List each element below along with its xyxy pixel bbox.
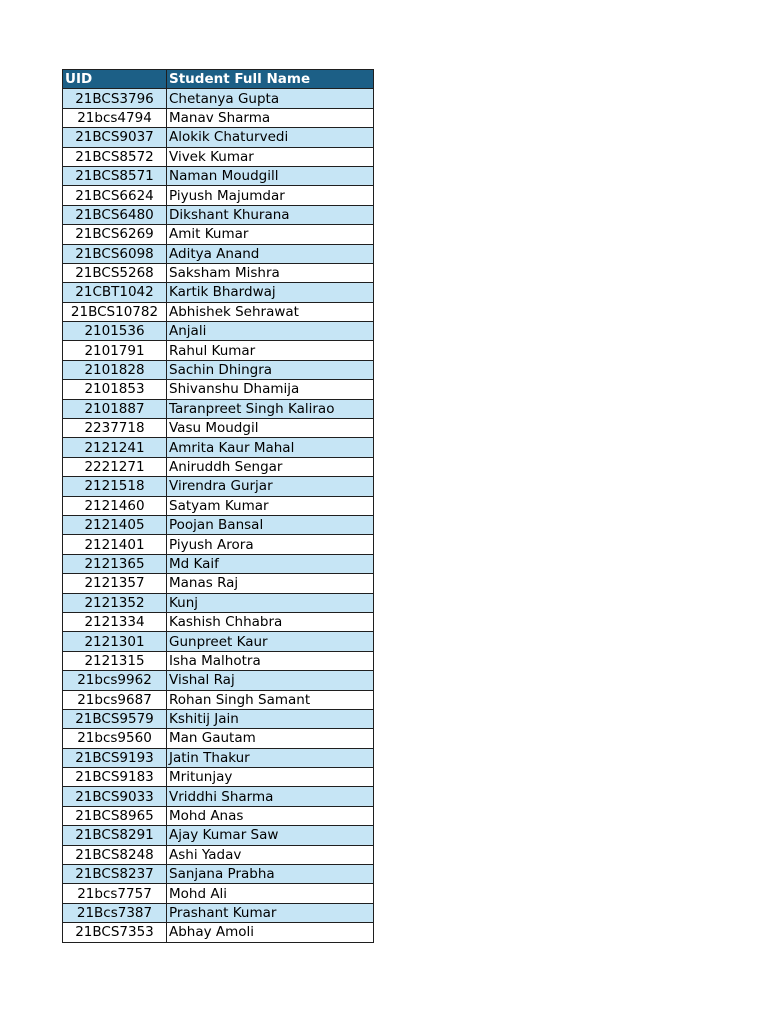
table-row	[63, 632, 374, 651]
student-name-cell: Chetanya Gupta	[167, 89, 374, 108]
table-row	[63, 748, 374, 767]
student-name-cell: Amrita Kaur Mahal	[167, 438, 374, 457]
uid-cell: 2121241	[63, 438, 167, 457]
table-row	[63, 283, 374, 302]
student-name-cell: Vivek Kumar	[167, 147, 374, 166]
table-row	[63, 496, 374, 515]
table-row	[63, 244, 374, 263]
table-row	[63, 865, 374, 884]
uid-cell: 2101791	[63, 341, 167, 360]
header-row	[63, 70, 374, 89]
table-row	[63, 709, 374, 728]
table-row	[63, 477, 374, 496]
table-row	[63, 554, 374, 573]
table-row	[63, 651, 374, 670]
student-name-cell: Md Kaif	[167, 554, 374, 573]
student-name-cell: Vriddhi Sharma	[167, 787, 374, 806]
uid-cell: 2121365	[63, 554, 167, 573]
table-row	[63, 903, 374, 922]
student-name-cell: Anjali	[167, 322, 374, 341]
uid-cell: 21BCS6480	[63, 205, 167, 224]
uid-cell: 2121352	[63, 593, 167, 612]
uid-cell: 21BCS9193	[63, 748, 167, 767]
student-name-cell: Amit Kumar	[167, 225, 374, 244]
table-row	[63, 535, 374, 554]
uid-cell: 2101887	[63, 399, 167, 418]
table-row	[63, 612, 374, 631]
table-row	[63, 89, 374, 108]
table-row	[63, 787, 374, 806]
uid-column-header: UID	[63, 70, 167, 89]
table-row	[63, 729, 374, 748]
student-name-cell: Gunpreet Kaur	[167, 632, 374, 651]
student-name-cell: Prashant Kumar	[167, 903, 374, 922]
student-name-cell: Rahul Kumar	[167, 341, 374, 360]
student-name-cell: Manav Sharma	[167, 108, 374, 127]
uid-cell: 21Bcs7387	[63, 903, 167, 922]
student-name-cell: Virendra Gurjar	[167, 477, 374, 496]
table-row	[63, 225, 374, 244]
uid-cell: 21BCS3796	[63, 89, 167, 108]
uid-cell: 2121401	[63, 535, 167, 554]
table-row	[63, 302, 374, 321]
table-row	[63, 671, 374, 690]
uid-cell: 21BCS10782	[63, 302, 167, 321]
table-row	[63, 380, 374, 399]
student-name-cell: Jatin Thakur	[167, 748, 374, 767]
student-name-cell: Mohd Ali	[167, 884, 374, 903]
table-row	[63, 419, 374, 438]
student-name-cell: Aditya Anand	[167, 244, 374, 263]
uid-cell: 21bcs9687	[63, 690, 167, 709]
table-row	[63, 341, 374, 360]
uid-cell: 21BCS8237	[63, 865, 167, 884]
table-row	[63, 438, 374, 457]
uid-cell: 2121460	[63, 496, 167, 515]
uid-cell: 2221271	[63, 457, 167, 476]
uid-cell: 21BCS6269	[63, 225, 167, 244]
uid-cell: 21BCS9579	[63, 709, 167, 728]
table-row	[63, 515, 374, 534]
student-name-cell: Vishal Raj	[167, 671, 374, 690]
student-name-cell: Taranpreet Singh Kalirao	[167, 399, 374, 418]
uid-cell: 2121518	[63, 477, 167, 496]
uid-cell: 21BCS8248	[63, 845, 167, 864]
table-row	[63, 923, 374, 942]
table-row	[63, 593, 374, 612]
uid-cell: 2121405	[63, 515, 167, 534]
student-name-cell: Poojan Bansal	[167, 515, 374, 534]
uid-cell: 21BCS9033	[63, 787, 167, 806]
student-name-cell: Piyush Majumdar	[167, 186, 374, 205]
table-row	[63, 806, 374, 825]
student-name-cell: Naman Moudgill	[167, 166, 374, 185]
table-row	[63, 322, 374, 341]
table-row	[63, 108, 374, 127]
uid-cell: 21BCS8291	[63, 826, 167, 845]
table-body	[63, 89, 374, 942]
student-name-cell: Rohan Singh Samant	[167, 690, 374, 709]
student-name-cell: Vasu Moudgil	[167, 419, 374, 438]
student-name-cell: Mohd Anas	[167, 806, 374, 825]
uid-cell: 21bcs4794	[63, 108, 167, 127]
table-row	[63, 768, 374, 787]
uid-cell: 21BCS8571	[63, 166, 167, 185]
uid-cell: 21bcs9962	[63, 671, 167, 690]
uid-cell: 2101853	[63, 380, 167, 399]
uid-cell: 21BCS7353	[63, 923, 167, 942]
uid-cell: 21BCS6098	[63, 244, 167, 263]
student-name-cell: Satyam Kumar	[167, 496, 374, 515]
uid-cell: 2101536	[63, 322, 167, 341]
student-name-cell: Sanjana Prabha	[167, 865, 374, 884]
uid-cell: 2121334	[63, 612, 167, 631]
student-name-cell: Isha Malhotra	[167, 651, 374, 670]
uid-cell: 2237718	[63, 419, 167, 438]
uid-cell: 21BCS9037	[63, 128, 167, 147]
uid-cell: 21BCS8572	[63, 147, 167, 166]
student-name-cell: Abhay Amoli	[167, 923, 374, 942]
uid-cell: 21BCS9183	[63, 768, 167, 787]
student-name-cell: Shivanshu Dhamija	[167, 380, 374, 399]
uid-cell: 2121315	[63, 651, 167, 670]
uid-cell: 21BCS6624	[63, 186, 167, 205]
uid-cell: 21CBT1042	[63, 283, 167, 302]
student-name-cell: Man Gautam	[167, 729, 374, 748]
table-row	[63, 690, 374, 709]
student-name-cell: Kshitij Jain	[167, 709, 374, 728]
table-row	[63, 186, 374, 205]
student-name-cell: Kartik Bhardwaj	[167, 283, 374, 302]
student-table	[62, 69, 374, 943]
table-row	[63, 574, 374, 593]
student-name-cell: Kunj	[167, 593, 374, 612]
uid-cell: 21bcs9560	[63, 729, 167, 748]
table-row	[63, 360, 374, 379]
table-row	[63, 147, 374, 166]
student-name-cell: Saksham Mishra	[167, 263, 374, 282]
uid-cell: 2101828	[63, 360, 167, 379]
table-row	[63, 128, 374, 147]
uid-cell: 2121301	[63, 632, 167, 651]
student-name-cell: Ashi Yadav	[167, 845, 374, 864]
student-name-cell: Aniruddh Sengar	[167, 457, 374, 476]
student-name-cell: Abhishek Sehrawat	[167, 302, 374, 321]
student-name-cell: Sachin Dhingra	[167, 360, 374, 379]
table-row	[63, 166, 374, 185]
table-row	[63, 205, 374, 224]
student-name-cell: Alokik Chaturvedi	[167, 128, 374, 147]
table-row	[63, 884, 374, 903]
uid-cell: 21BCS5268	[63, 263, 167, 282]
name-column-header: Student Full Name	[167, 70, 374, 89]
table-header	[63, 70, 374, 89]
table-row	[63, 263, 374, 282]
student-name-cell: Piyush Arora	[167, 535, 374, 554]
uid-cell: 21bcs7757	[63, 884, 167, 903]
student-name-cell: Dikshant Khurana	[167, 205, 374, 224]
table-row	[63, 457, 374, 476]
student-name-cell: Ajay Kumar Saw	[167, 826, 374, 845]
uid-cell: 21BCS8965	[63, 806, 167, 825]
student-name-cell: Kashish Chhabra	[167, 612, 374, 631]
student-name-cell: Mritunjay	[167, 768, 374, 787]
table-row	[63, 826, 374, 845]
student-name-cell: Manas Raj	[167, 574, 374, 593]
table-row	[63, 399, 374, 418]
uid-cell: 2121357	[63, 574, 167, 593]
table-row	[63, 845, 374, 864]
